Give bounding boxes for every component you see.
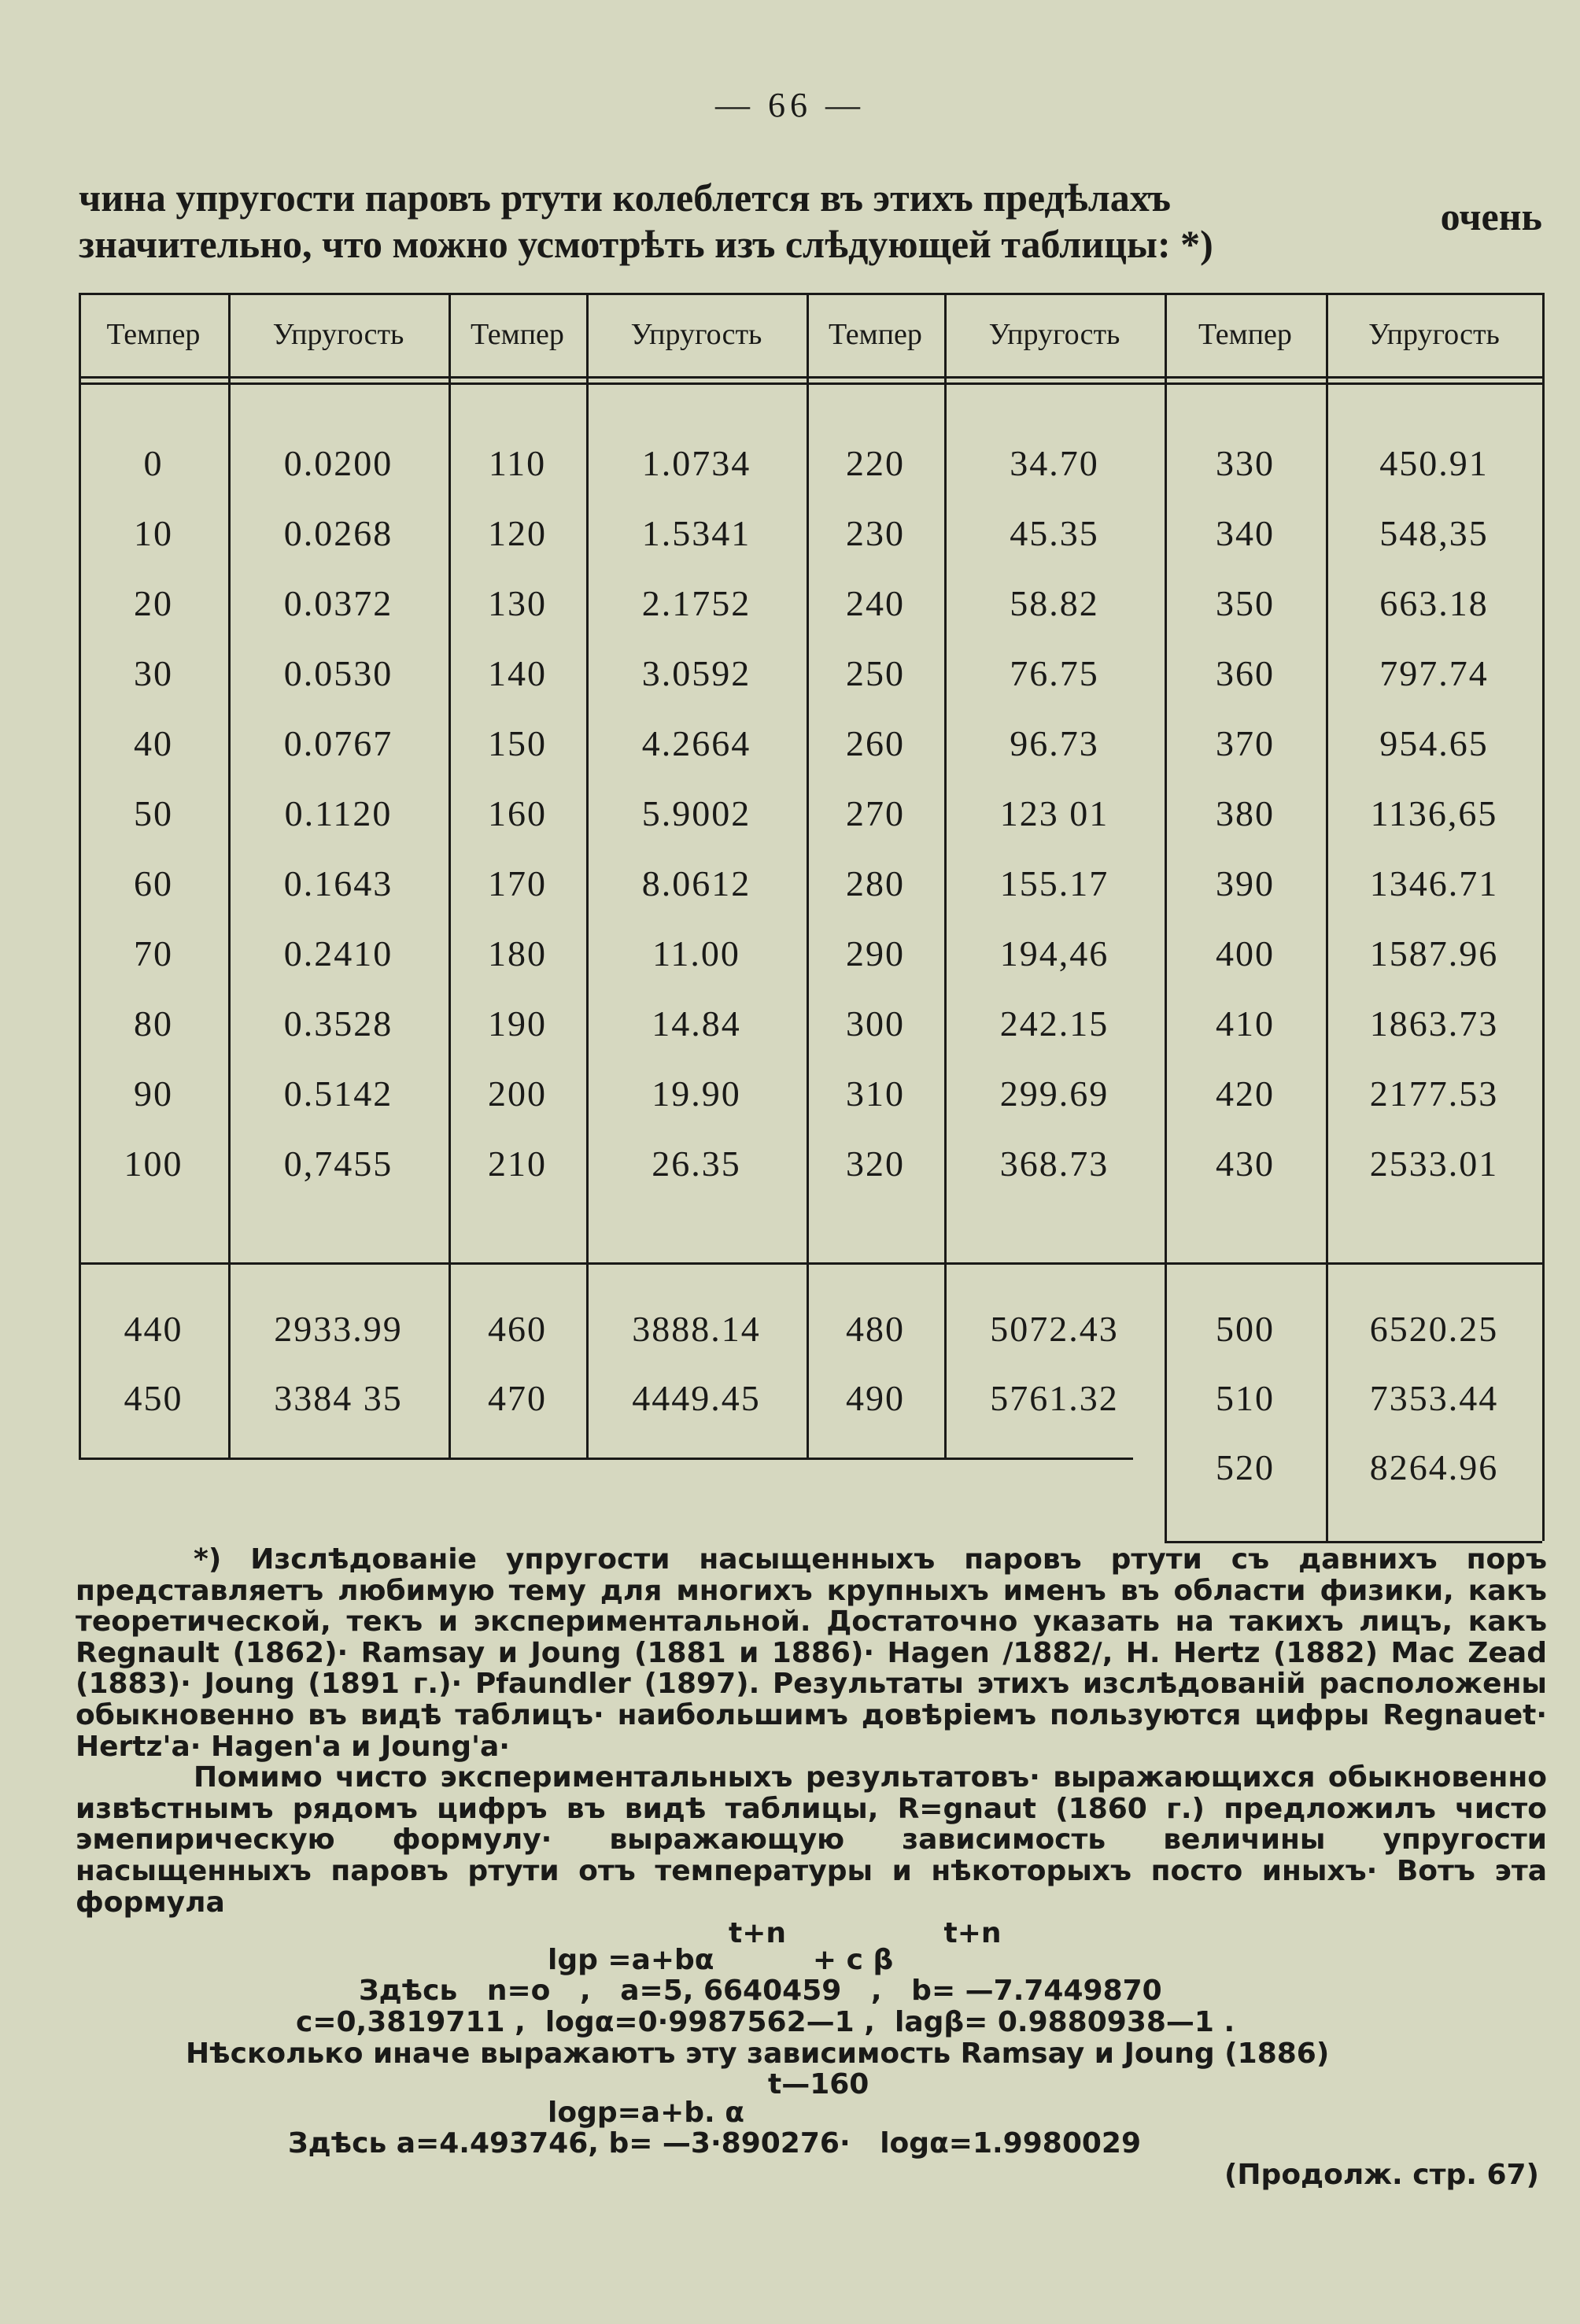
- table-cell: 7353.44: [1369, 1377, 1499, 1418]
- table-cell: 6520.25: [1369, 1308, 1499, 1349]
- table-cell: 350: [1216, 582, 1275, 623]
- footnote-paragraph-2: Помимо чисто экспериментальныхъ результатовъ· выражающихся обыкновенно извѣстнымъ рядомъ цифръ въ видѣ таблицы, R=gnaut (1860 г.) предложилъ чисто эмепирическую формулу· выражающую зависимость величины упругости насыщенныхъ паровъ ртути отъ температуры и нѣкоторыхъ посто иныхъ· Вотъ эта формула: [76, 1761, 1547, 1919]
- intro-line-1-end: очень: [1440, 194, 1542, 238]
- table-cell: 100: [124, 1143, 183, 1184]
- table-cell: 11.00: [652, 933, 740, 974]
- table-cell: 242.15: [999, 1003, 1109, 1044]
- table-cell: 310: [846, 1073, 905, 1114]
- table-cell: 210: [488, 1143, 547, 1184]
- table-cell: 60: [134, 863, 173, 903]
- table-cell: 120: [488, 512, 547, 553]
- table-cell: 797.74: [1379, 652, 1489, 693]
- table-cell: 420: [1216, 1073, 1275, 1114]
- table-cell: 0.0530: [283, 652, 393, 693]
- table-header-cell: Упругость: [272, 318, 404, 351]
- table-cell: 0,7455: [283, 1143, 393, 1184]
- table-cell: 170: [488, 863, 547, 903]
- table-top-rule: [79, 293, 1542, 295]
- table-cell: 2.1752: [641, 582, 751, 623]
- table-cell: 954.65: [1379, 722, 1489, 763]
- table-cell: 0.0767: [283, 722, 393, 763]
- table-cell: 30: [134, 652, 173, 693]
- table-cell: 260: [846, 722, 905, 763]
- table-cell: 3888.14: [632, 1308, 761, 1349]
- table-cell: 480: [846, 1308, 905, 1349]
- formula-2-constants: Здѣсь a=4.493746, b= —3·890276· logα=1.9980029: [288, 2127, 1142, 2160]
- table-cell: 96.73: [1010, 722, 1099, 763]
- table-cell: 70: [134, 933, 173, 974]
- table-cell: 8264.96: [1369, 1446, 1499, 1487]
- table-cell: 5.9002: [641, 793, 751, 833]
- table-section-rule: [79, 1262, 1542, 1265]
- table-cell: 1136,65: [1370, 793, 1498, 833]
- table-cell: 450.91: [1379, 442, 1489, 483]
- formula-1: lgp =a+bα + c β: [548, 1943, 894, 1976]
- table-cell: 330: [1216, 442, 1275, 483]
- intro-line-1: чина упругости паровъ ртути колеблется въ этихъ предѣлахъ: [79, 176, 1172, 220]
- formula-1-superscript: t+n t+n: [729, 1917, 1002, 1950]
- formula-2-superscript: t—160: [768, 2068, 869, 2101]
- table-cell: 510: [1216, 1377, 1275, 1418]
- table-cell: 2177.53: [1369, 1073, 1499, 1114]
- table-cell: 19.90: [652, 1073, 741, 1114]
- continued-note: (Продолж. стр. 67): [1224, 2158, 1539, 2191]
- table-cell: 440: [124, 1308, 183, 1349]
- table-cell: 45.35: [1010, 512, 1099, 553]
- table-cell: 1346.71: [1369, 863, 1499, 903]
- table-cell: 280: [846, 863, 905, 903]
- table-header-cell: Упругость: [630, 318, 762, 351]
- table-cell: 520: [1216, 1446, 1275, 1487]
- table-cell: 0.5142: [283, 1073, 393, 1114]
- table-cell: 34.70: [1010, 442, 1099, 483]
- table-cell: 370: [1216, 722, 1275, 763]
- table-cell: 4.2664: [641, 722, 751, 763]
- table-column-rule: [1542, 293, 1545, 1541]
- table-cell: 460: [488, 1308, 547, 1349]
- table-cell: 180: [488, 933, 547, 974]
- table-cell: 2533.01: [1369, 1143, 1499, 1184]
- table-cell: 0.0268: [283, 512, 393, 553]
- table-cell: 0.1120: [284, 793, 393, 833]
- table-cell: 500: [1216, 1308, 1275, 1349]
- table-cell: 200: [488, 1073, 547, 1114]
- table-header-rule-2: [79, 382, 1542, 385]
- table-cell: 80: [134, 1003, 173, 1044]
- table-cell: 340: [1216, 512, 1275, 553]
- intro-paragraph: [79, 175, 1542, 268]
- footnote: [76, 1544, 1547, 2190]
- table-cell: 299.69: [999, 1073, 1109, 1114]
- table-cell: 110: [488, 442, 547, 483]
- table-cell: 123 01: [999, 793, 1109, 833]
- table-cell: 26.35: [652, 1143, 741, 1184]
- table-cell: 380: [1216, 793, 1275, 833]
- table-cell: 1.0734: [641, 442, 751, 483]
- table-cell: 240: [846, 582, 905, 623]
- table-cell: 250: [846, 652, 905, 693]
- table-cell: 220: [846, 442, 905, 483]
- vapor-pressure-table: [79, 293, 1542, 1544]
- footnote-paragraph-1: *) Изслѣдованіе упругости насыщенныхъ паровъ ртути съ давнихъ поръ представляетъ любимую тему для многихъ крупныхъ именъ въ области физики, какъ теоретической, текъ и экспериментальной. Достаточно указать на такихъ лицъ, какъ Regnault (1862)· Ramsay и Joung (1881 и 1886)· Hagen /1882/, H. Hertz (1882) Mac Zead (1883)· Joung (1891 г.)· Pfaundler (1897). Результаты этихъ изслѣдованій расположены обыкновенно въ видѣ таблицъ· наибольшимъ довѣріемъ пользуются цифры Regnauet· Hertz'a· Hagen'a и Joung'a·: [76, 1543, 1547, 1763]
- table-cell: 320: [846, 1143, 905, 1184]
- table-cell: 3.0592: [641, 652, 751, 693]
- table-cell: 160: [488, 793, 547, 833]
- table-cell: 140: [488, 652, 547, 693]
- table-cell: 5072.43: [990, 1308, 1119, 1349]
- table-cell: 130: [488, 582, 547, 623]
- table-header-cell: Упругость: [1368, 318, 1500, 351]
- formula-1-constants: Здѣсь n=o , a=5, 6640459 , b= —7.7449870: [359, 1975, 1162, 2008]
- table-cell: 470: [488, 1377, 547, 1418]
- table-cell: 194,46: [999, 933, 1109, 974]
- table-cell: 0.0200: [283, 442, 393, 483]
- table-cell: 40: [134, 722, 173, 763]
- table-cell: 50: [134, 793, 173, 833]
- table-cell: 0.0372: [283, 582, 393, 623]
- table-cell: 0.2410: [283, 933, 393, 974]
- table-cell: 0.3528: [283, 1003, 393, 1044]
- table-header-cell: Темпер: [471, 318, 564, 351]
- table-cell: 663.18: [1379, 582, 1489, 623]
- table-cell: 58.82: [1010, 582, 1099, 623]
- table-cell: 230: [846, 512, 905, 553]
- formula-2: logp=a+b. α: [548, 2096, 744, 2129]
- table-cell: 270: [846, 793, 905, 833]
- table-cell: 4449.45: [632, 1377, 761, 1418]
- table-cell: 0.1643: [283, 863, 393, 903]
- table-cell: 20: [134, 582, 173, 623]
- ramsay-joung-note: Нѣсколько иначе выражаютъ эту зависимость Ramsay и Joung (1886): [186, 2037, 1330, 2070]
- table-cell: 410: [1216, 1003, 1275, 1044]
- table-cell: 1863.73: [1369, 1003, 1499, 1044]
- table-cell: 290: [846, 933, 905, 974]
- table-cell: 3384 35: [274, 1377, 403, 1418]
- table-cell: 190: [488, 1003, 547, 1044]
- intro-line-2: значительно, что можно усмотрѣть изъ слѣдующей таблицы: *): [79, 222, 1213, 266]
- table-cell: 0: [143, 442, 164, 483]
- table-bottom-rule: [79, 1458, 1133, 1460]
- table-cell: 390: [1216, 863, 1275, 903]
- table-cell: 10: [134, 512, 173, 553]
- table-cell: 2933.99: [274, 1308, 403, 1349]
- table-header-cell: Темпер: [106, 318, 201, 351]
- table-cell: 150: [488, 722, 547, 763]
- table-cell: 1.5341: [641, 512, 751, 553]
- table-cell: 400: [1216, 933, 1275, 974]
- table-cell: 360: [1216, 652, 1275, 693]
- table-header-cell: Темпер: [1198, 318, 1292, 351]
- table-cell: 490: [846, 1377, 905, 1418]
- table-cell: 430: [1216, 1143, 1275, 1184]
- table-header-cell: Темпер: [829, 318, 922, 351]
- table-cell: 14.84: [652, 1003, 741, 1044]
- table-cell: 450: [124, 1377, 183, 1418]
- table-cell: 1587.96: [1369, 933, 1499, 974]
- table-cell: 90: [134, 1073, 173, 1114]
- table-cell: 548,35: [1379, 512, 1489, 553]
- table-cell: 368.73: [999, 1143, 1109, 1184]
- table-cell: 300: [846, 1003, 905, 1044]
- page-number: — 66 —: [715, 86, 865, 124]
- table-cell: 5761.32: [990, 1377, 1119, 1418]
- table-cell: 76.75: [1010, 652, 1099, 693]
- formula-1-logs: c=0,3819711 , logα=0·9987562—1 , lagβ= 0.9880938—1 .: [296, 2005, 1235, 2038]
- table-header-rule: [79, 376, 1542, 379]
- table-cell: 155.17: [999, 863, 1109, 903]
- table-header-cell: Упругость: [988, 318, 1120, 351]
- table-cell: 8.0612: [641, 863, 751, 903]
